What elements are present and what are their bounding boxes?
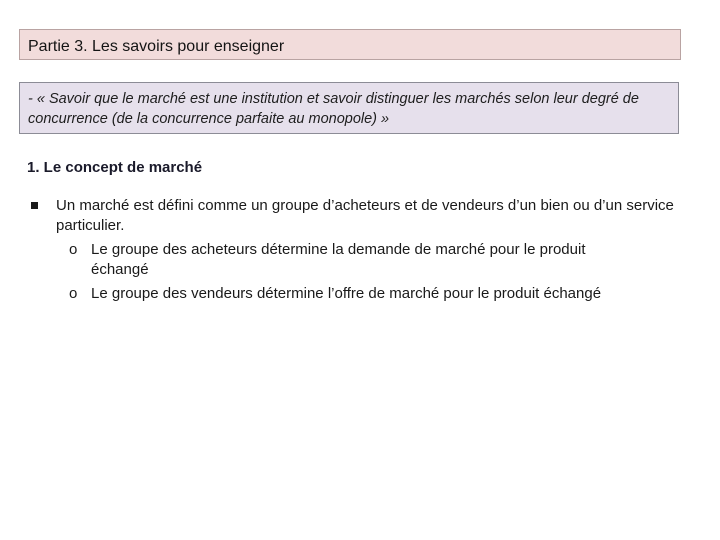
- sub-list-item: [27, 284, 631, 304]
- circle-bullet-icon: o: [69, 241, 78, 258]
- page-title: Partie 3. Les savoirs pour enseigner: [28, 38, 285, 55]
- objective-text: - « Savoir que le marché est une institution et savoir distinguer les marchés selon leur degré de concurrence (de la concurrence parfaite au monopole) »: [28, 91, 639, 127]
- sub-list-item: [27, 240, 631, 280]
- bullet-list: [27, 196, 677, 308]
- objective-box: [19, 82, 679, 134]
- bullet-item: [27, 196, 677, 236]
- sub-list: [27, 240, 677, 304]
- sub-item-text: Le groupe des vendeurs détermine l’offre de marché pour le produit échangé: [91, 285, 602, 302]
- square-bullet-icon: [31, 202, 38, 209]
- bullet-text: Un marché est défini comme un groupe d’acheteurs et de vendeurs d’un bien ou d’un service particulier.: [56, 197, 674, 234]
- title-box: [19, 29, 681, 60]
- section-heading: 1. Le concept de marché: [27, 159, 203, 176]
- sub-item-text: Le groupe des acheteurs détermine la demande de marché pour le produit échangé: [91, 241, 586, 278]
- circle-bullet-icon: o: [69, 285, 78, 302]
